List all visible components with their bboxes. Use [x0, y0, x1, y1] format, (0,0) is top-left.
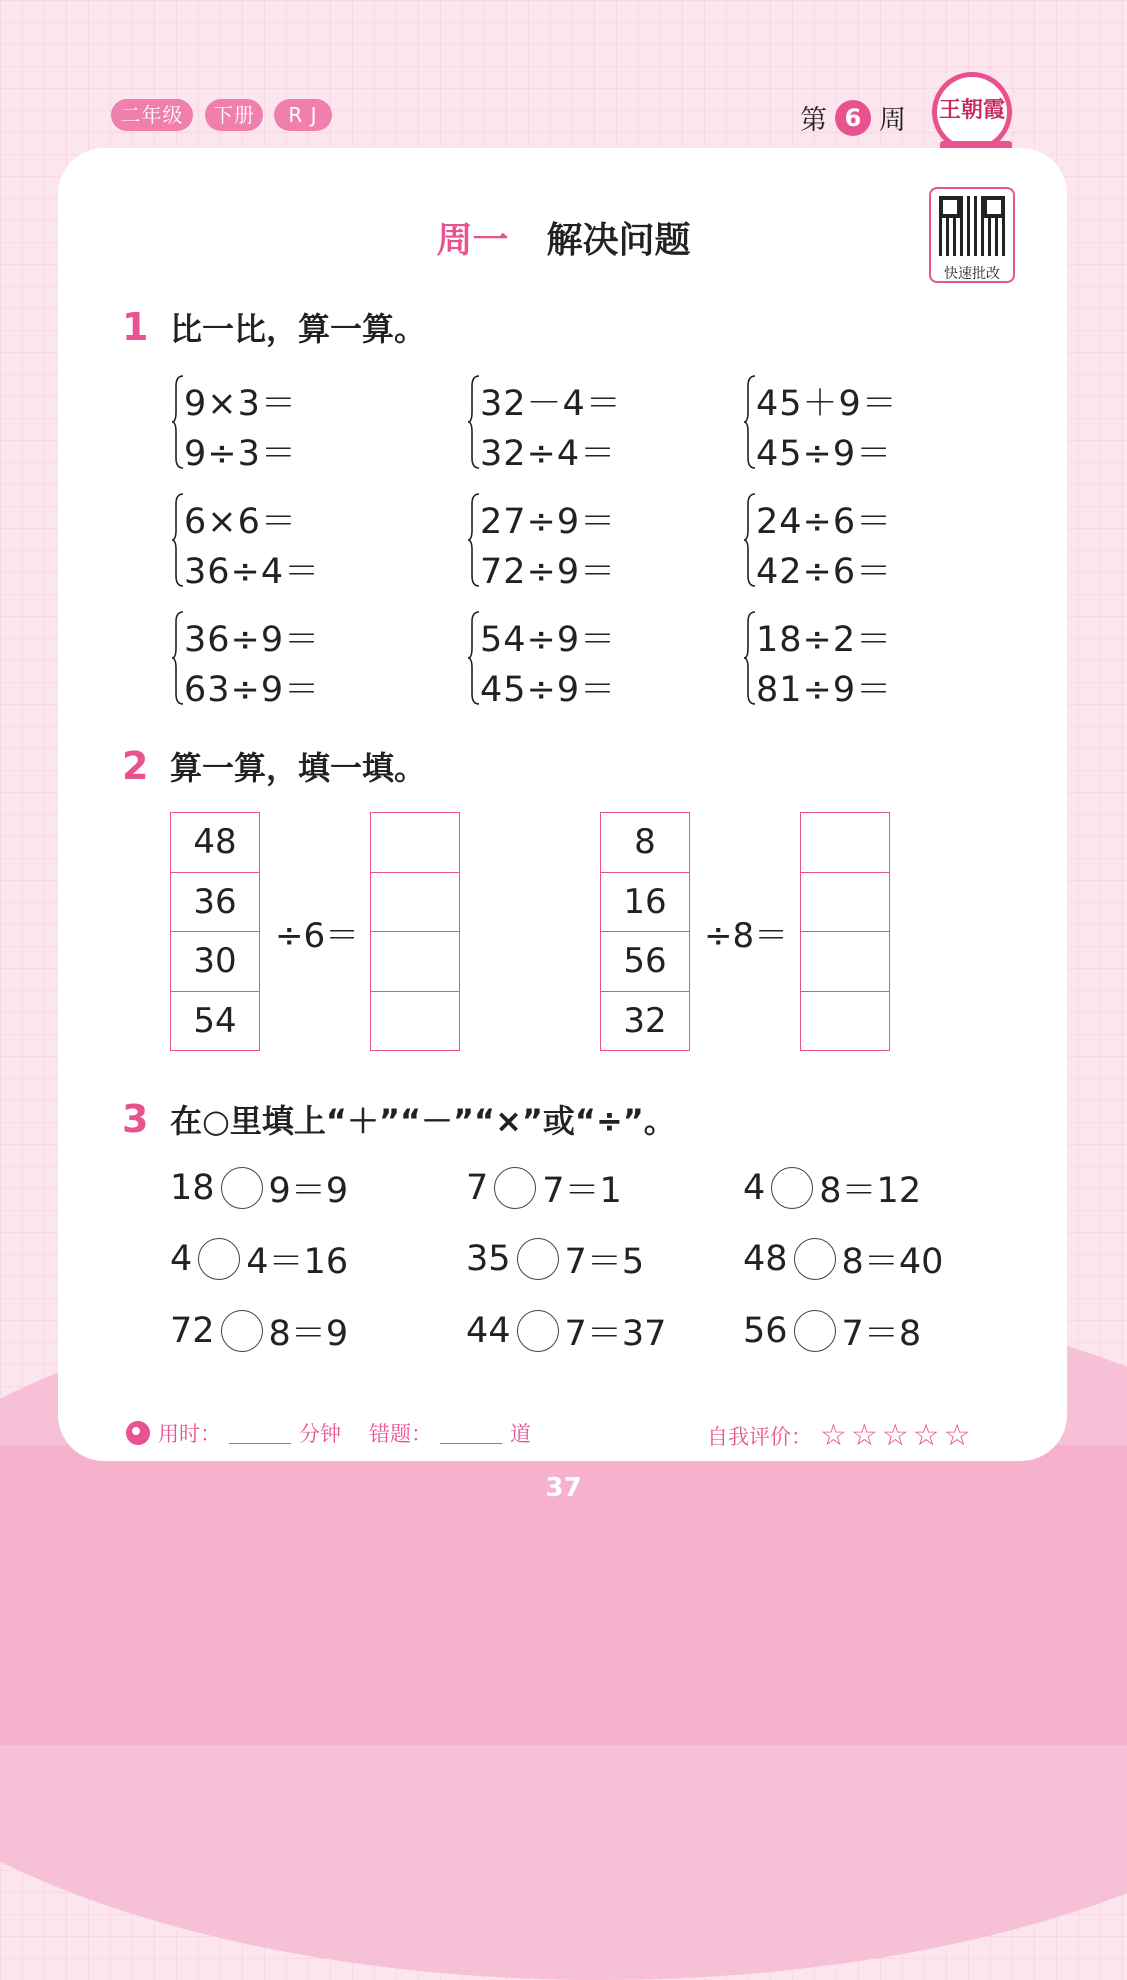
week-indicator [800, 98, 906, 137]
equation-line[interactable]: 63÷9＝ [184, 670, 321, 710]
equation-line[interactable]: 24÷6＝ [756, 502, 893, 542]
right-expression: 8＝40 [841, 1242, 944, 1282]
errors-unit: 道 [510, 1422, 531, 1446]
left-operand: 7 [466, 1168, 489, 1208]
title-topic: 解决问题 [546, 220, 691, 261]
operator-equation [466, 1306, 666, 1356]
operator-left: ÷6＝ [275, 916, 360, 956]
dividend-cell: 16 [601, 873, 689, 933]
equation-line[interactable]: 72÷9＝ [480, 552, 617, 592]
left-operand: 48 [743, 1239, 788, 1279]
edition-tag: R J [274, 99, 332, 131]
answer-cell[interactable] [371, 992, 459, 1051]
rating-label: 自我评价： [707, 1424, 812, 1449]
answer-cell[interactable] [371, 873, 459, 933]
equation-line[interactable]: 32÷4＝ [480, 434, 617, 474]
title-day: 周一 [436, 220, 509, 261]
time-label: 用时： [158, 1422, 221, 1446]
right-expression: 7＝1 [542, 1171, 622, 1211]
left-operand: 4 [743, 1168, 766, 1208]
question-3-heading [122, 1096, 676, 1142]
right-expression: 4＝16 [246, 1242, 349, 1282]
equation-line[interactable]: 36÷9＝ [184, 620, 321, 660]
dividend-cell: 48 [171, 813, 259, 873]
qr-label: 快速批改 [944, 266, 1000, 282]
operator-blank-circle[interactable] [221, 1310, 263, 1352]
time-unit: 分钟 [299, 1422, 341, 1446]
dividend-column-right [600, 812, 690, 1051]
dividend-cell: 8 [601, 813, 689, 873]
page-number: 37 [545, 1473, 582, 1503]
rating-stars[interactable]: ☆☆☆☆☆ [820, 1418, 975, 1453]
operator-equation [743, 1306, 921, 1356]
equation-line[interactable]: 27÷9＝ [480, 502, 617, 542]
operator-equation [170, 1306, 348, 1356]
grade-tag: 二年级 [111, 99, 193, 131]
right-expression: 9＝9 [268, 1171, 349, 1211]
left-operand: 18 [170, 1168, 215, 1208]
dividend-cell: 56 [601, 932, 689, 992]
equation-line[interactable]: 18÷2＝ [756, 620, 893, 660]
operator-equation [743, 1234, 943, 1284]
answer-cell[interactable] [371, 932, 459, 992]
right-expression: 7＝5 [564, 1242, 645, 1282]
question-number: 1 [122, 305, 149, 349]
right-expression: 8＝9 [268, 1314, 349, 1354]
errors-input[interactable] [440, 1423, 502, 1444]
brand-logo [932, 72, 1012, 152]
operator-equation [466, 1163, 622, 1213]
left-operand: 44 [466, 1311, 511, 1351]
time-input[interactable] [229, 1423, 291, 1444]
errors-label: 错题： [369, 1422, 432, 1446]
operator-right: ÷8＝ [704, 916, 789, 956]
question-2-heading [122, 743, 426, 789]
equation-line[interactable]: 9÷3＝ [184, 434, 297, 474]
question-instruction: 算一算，填一填。 [170, 749, 427, 787]
equation-line[interactable]: 6×6＝ [184, 502, 297, 542]
operator-blank-circle[interactable] [771, 1167, 813, 1209]
equation-line[interactable]: 45÷9＝ [480, 670, 617, 710]
left-operand: 72 [170, 1311, 215, 1351]
answer-column-right [800, 812, 890, 1051]
operator-blank-circle[interactable] [517, 1310, 559, 1352]
left-operand: 4 [170, 1239, 193, 1279]
operator-blank-circle[interactable] [494, 1167, 536, 1209]
equation-line[interactable]: 81÷9＝ [756, 670, 893, 710]
operator-equation [466, 1234, 644, 1284]
question-instruction: 比一比，算一算。 [170, 310, 427, 348]
operator-equation [170, 1163, 348, 1213]
question-1-heading [122, 304, 426, 350]
answer-cell[interactable] [371, 813, 459, 873]
equation-line[interactable]: 9×3＝ [184, 384, 297, 424]
operator-blank-circle[interactable] [794, 1238, 836, 1280]
answer-cell[interactable] [801, 873, 889, 933]
answer-cell[interactable] [801, 813, 889, 873]
answer-cell[interactable] [801, 932, 889, 992]
self-rating [707, 1418, 974, 1453]
logo-text: 王朝霞 [938, 97, 1005, 123]
week-prefix: 第 [800, 105, 827, 136]
right-expression: 8＝12 [819, 1171, 922, 1211]
week-number: 6 [835, 100, 871, 136]
time-record [126, 1418, 531, 1448]
question-instruction: 在○里填上“＋”“－”“×”或“÷”。 [170, 1102, 676, 1140]
operator-equation [170, 1234, 348, 1284]
right-expression: 7＝37 [564, 1314, 667, 1354]
answer-cell[interactable] [801, 992, 889, 1051]
left-operand: 56 [743, 1311, 788, 1351]
dividend-column-left [170, 812, 260, 1051]
answer-column-left [370, 812, 460, 1051]
equation-line[interactable]: 36÷4＝ [184, 552, 321, 592]
right-expression: 7＝8 [841, 1314, 922, 1354]
equation-line[interactable]: 45÷9＝ [756, 434, 893, 474]
operator-blank-circle[interactable] [794, 1310, 836, 1352]
clock-icon [126, 1421, 150, 1445]
dividend-cell: 54 [193, 1000, 237, 1041]
equation-line[interactable]: 54÷9＝ [480, 620, 617, 660]
dividend-cell: 30 [171, 932, 259, 992]
operator-blank-circle[interactable] [517, 1238, 559, 1280]
dividend-cell: 36 [171, 873, 259, 933]
operator-blank-circle[interactable] [221, 1167, 263, 1209]
volume-tag: 下册 [205, 99, 263, 131]
equation-line[interactable]: 42÷6＝ [756, 552, 893, 592]
week-suffix: 周 [879, 105, 906, 136]
operator-equation [743, 1163, 921, 1213]
left-operand: 35 [466, 1239, 511, 1279]
dividend-cell: 32 [623, 1000, 667, 1041]
equation-line[interactable]: 32－4＝ [480, 384, 622, 424]
page-title [0, 212, 1127, 263]
equation-line[interactable]: 45＋9＝ [756, 384, 898, 424]
operator-blank-circle[interactable] [198, 1238, 240, 1280]
question-number: 2 [122, 744, 149, 788]
question-number: 3 [122, 1097, 149, 1141]
